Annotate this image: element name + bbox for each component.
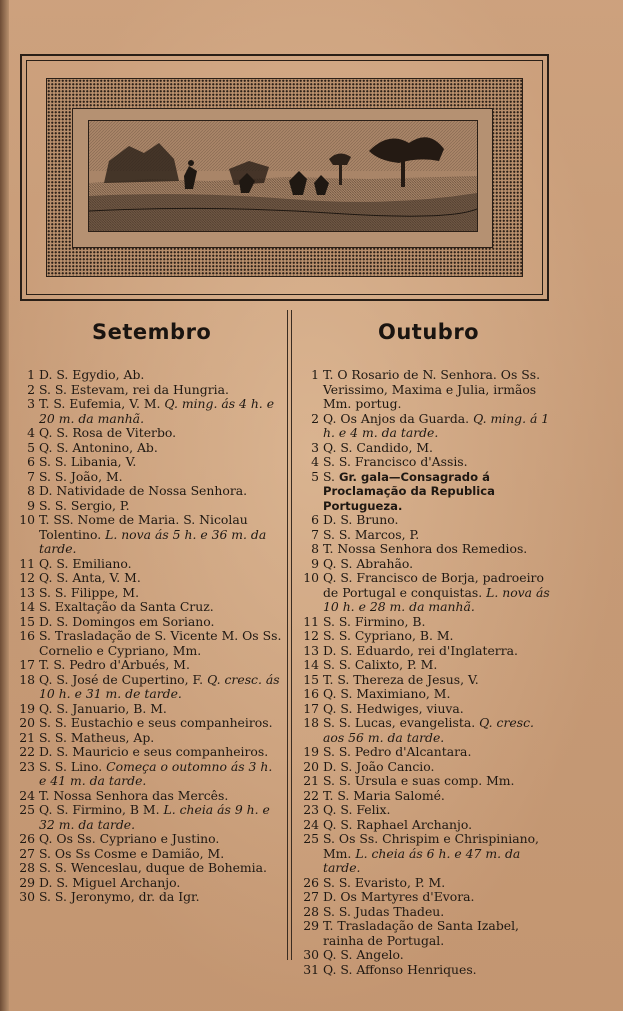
day-number: 2 xyxy=(311,410,319,426)
outubro-entry-20 xyxy=(298,760,556,775)
day-number: 20 xyxy=(19,715,35,730)
saint-name: S. S. João, M. xyxy=(39,468,123,484)
saint-name: S. S. Pedro d'Alcantara. xyxy=(323,744,472,759)
moon-phase-note: Começa o outomno ás 3 h. e 41 m. da tarde. xyxy=(39,758,273,788)
saint-name: D. S. Miguel Archanjo. xyxy=(39,874,181,890)
day-number: 21 xyxy=(303,773,319,788)
setembro-entry-25 xyxy=(14,803,282,832)
day-number: 3 xyxy=(27,396,35,411)
day-text xyxy=(39,832,282,847)
saint-name: S. xyxy=(323,468,335,484)
saint-name: Q. S. Felix. xyxy=(323,802,391,817)
outubro-entry-3 xyxy=(298,441,556,456)
day-number: 22 xyxy=(19,744,35,759)
saint-name: S. S. Lucas, evangelista. xyxy=(323,715,476,730)
day-number: 21 xyxy=(19,729,35,745)
day-number: 19 xyxy=(303,744,319,759)
day-text xyxy=(323,803,556,818)
saint-name: Q. S. José de Cupertino, F. xyxy=(39,671,204,687)
day-text xyxy=(39,876,282,891)
saint-name: S. S. Ursula e suas comp. Mm. xyxy=(323,773,515,788)
harvest-engraving xyxy=(88,120,478,232)
saint-name: S. S. Jeronymo, dr. da Igr. xyxy=(39,889,200,904)
day-text xyxy=(323,702,556,717)
setembro-entry-20 xyxy=(14,716,282,731)
day-text xyxy=(39,716,282,731)
month-title-outubro: Outubro xyxy=(378,320,480,344)
day-text xyxy=(323,745,556,760)
day-number: 19 xyxy=(19,700,35,716)
day-text xyxy=(39,658,282,673)
saint-name: S. Trasladação de S. Vicente M. Os Ss. Cornelio e Cypriano, Mm. xyxy=(39,628,282,658)
outubro-entry-5 xyxy=(298,470,556,514)
saint-name: S. S. Calixto, P. M. xyxy=(323,657,438,672)
saint-name: S. S. Wenceslau, duque de Bohemia. xyxy=(39,860,267,875)
setembro-entry-16 xyxy=(14,629,282,658)
day-text xyxy=(39,600,282,615)
outubro-entry-30 xyxy=(298,948,556,963)
saint-name: T. S. Maria Salomé. xyxy=(323,787,445,803)
day-number: 6 xyxy=(311,512,319,527)
setembro-entry-9 xyxy=(14,499,282,514)
saint-name: T. S. Eufemia, V. M. xyxy=(39,396,161,411)
day-number: 24 xyxy=(19,787,35,803)
day-text xyxy=(323,644,556,659)
setembro-entry-3 xyxy=(14,397,282,426)
day-number: 15 xyxy=(303,671,319,687)
setembro-entry-30 xyxy=(14,890,282,905)
outubro-entry-27 xyxy=(298,890,556,905)
saint-name: S. Exaltação da Santa Cruz. xyxy=(39,599,214,614)
moon-phase-note: L. nova ás 10 h. e 28 m. da manhã. xyxy=(323,584,550,614)
day-text xyxy=(323,441,556,456)
day-number: 18 xyxy=(19,671,35,687)
day-number: 29 xyxy=(19,874,35,890)
day-text xyxy=(39,426,282,441)
saint-name: Q. S. Angelo. xyxy=(323,947,404,962)
day-number: 30 xyxy=(303,947,319,962)
day-number: 7 xyxy=(311,526,319,542)
day-number: 1 xyxy=(311,367,319,382)
setembro-entry-11 xyxy=(14,557,282,572)
day-number: 9 xyxy=(27,497,35,513)
setembro-entry-18 xyxy=(14,673,282,702)
saint-name: T. S. Thereza de Jesus, V. xyxy=(323,671,479,687)
setembro-entry-7 xyxy=(14,470,282,485)
setembro-entry-1 xyxy=(14,368,282,383)
day-text xyxy=(323,948,556,963)
day-text xyxy=(323,919,556,948)
setembro-entry-17 xyxy=(14,658,282,673)
day-text xyxy=(323,818,556,833)
day-number: 10 xyxy=(19,512,35,527)
outubro-entry-19 xyxy=(298,745,556,760)
day-number: 4 xyxy=(27,425,35,440)
outubro-entry-7 xyxy=(298,528,556,543)
setembro-entry-29 xyxy=(14,876,282,891)
saint-name: S. S. Cypriano, B. M. xyxy=(323,628,454,643)
outubro-entry-28 xyxy=(298,905,556,920)
day-number: 27 xyxy=(303,889,319,904)
day-text xyxy=(323,789,556,804)
day-number: 16 xyxy=(303,686,319,701)
day-number: 2 xyxy=(27,381,35,397)
day-text xyxy=(323,774,556,789)
saint-name: Q. S. Raphael Archanjo. xyxy=(323,816,473,832)
setembro-entry-22 xyxy=(14,745,282,760)
saint-name: S. S. Lino. xyxy=(39,758,103,774)
day-number: 12 xyxy=(303,628,319,643)
day-text xyxy=(39,441,282,456)
saint-name: S. S. Marcos, P. xyxy=(323,526,420,542)
saint-name: Q. S. Maximiano, M. xyxy=(323,686,451,701)
day-text xyxy=(323,687,556,702)
harvest-scene-image xyxy=(89,121,477,231)
day-text xyxy=(39,861,282,876)
setembro-entry-28 xyxy=(14,861,282,876)
day-text xyxy=(323,905,556,920)
saint-name: T. S. Pedro d'Arbués, M. xyxy=(39,657,190,672)
saint-name: Q. S. Francisco de Borja, padroeiro de Portugal e conquistas. xyxy=(323,570,544,600)
day-text xyxy=(323,832,556,876)
day-text xyxy=(39,847,282,862)
day-text xyxy=(323,876,556,891)
day-number: 26 xyxy=(303,874,319,890)
day-text xyxy=(39,383,282,398)
setembro-entry-23 xyxy=(14,760,282,789)
saint-name: S. Os Ss. Chrispim e Chrispiniano, Mm. xyxy=(323,831,539,861)
outubro-entry-11 xyxy=(298,615,556,630)
setembro-entry-5 xyxy=(14,441,282,456)
saint-name: Q. S. Affonso Henriques. xyxy=(323,961,477,977)
saint-name: T. SS. Nome de Maria. S. Nicolau Tolentino. xyxy=(39,512,248,542)
saint-name: T. O Rosario de N. Senhora. Os Ss. Verissimo, Maxima e Julia, irmãos Mm. portug. xyxy=(323,367,541,411)
saint-name: S. S. Libania, V. xyxy=(39,454,137,469)
day-text xyxy=(323,513,556,528)
moon-phase-note: Q. ming. ás 4 h. e 20 m. da manhã. xyxy=(39,396,275,426)
saint-name: Q. S. Hedwiges, viuva. xyxy=(323,700,464,716)
day-number: 8 xyxy=(27,483,35,498)
day-text xyxy=(39,368,282,383)
setembro-entry-8 xyxy=(14,484,282,499)
saint-name: D. S. João Cancio. xyxy=(323,758,435,774)
saint-name: T. Nossa Senhora dos Remedios. xyxy=(323,541,528,556)
outubro-entry-18 xyxy=(298,716,556,745)
day-number: 18 xyxy=(303,715,319,730)
outubro-entry-10 xyxy=(298,571,556,615)
saint-name: S. S. Firmino, B. xyxy=(323,613,426,629)
day-number: 9 xyxy=(311,555,319,571)
setembro-entry-13 xyxy=(14,586,282,601)
day-number: 24 xyxy=(303,816,319,832)
day-text xyxy=(323,760,556,775)
day-text xyxy=(323,455,556,470)
saint-name: D. Natividade de Nossa Senhora. xyxy=(39,483,248,498)
setembro-calendar-list xyxy=(14,368,282,905)
day-text xyxy=(39,673,282,702)
day-text xyxy=(39,586,282,601)
setembro-entry-6 xyxy=(14,455,282,470)
day-text xyxy=(323,542,556,557)
saint-name: S. S. Eustachio e seus companheiros. xyxy=(39,715,273,730)
day-text xyxy=(39,890,282,905)
outubro-entry-16 xyxy=(298,687,556,702)
day-text xyxy=(39,760,282,789)
day-number: 13 xyxy=(19,584,35,600)
day-text xyxy=(323,571,556,615)
saint-name: S. Os Ss Cosme e Damião, M. xyxy=(39,845,225,861)
day-text xyxy=(323,673,556,688)
day-text xyxy=(39,702,282,717)
day-number: 10 xyxy=(303,570,319,585)
setembro-entry-24 xyxy=(14,789,282,804)
saint-name: Q. S. Antonino, Ab. xyxy=(39,439,158,455)
saint-name: Q. S. Abrahão. xyxy=(323,555,414,571)
outubro-entry-13 xyxy=(298,644,556,659)
day-number: 23 xyxy=(19,758,35,774)
day-number: 26 xyxy=(19,831,35,846)
day-number: 30 xyxy=(19,889,35,904)
day-number: 23 xyxy=(303,802,319,817)
outubro-entry-6 xyxy=(298,513,556,528)
day-number: 31 xyxy=(303,961,319,977)
day-text xyxy=(39,615,282,630)
day-number: 3 xyxy=(311,439,319,455)
moon-phase-note: Q. cresc. aos 56 m. da tarde. xyxy=(323,715,534,745)
column-divider-right xyxy=(291,310,292,960)
outubro-entry-2 xyxy=(298,412,556,441)
day-number: 11 xyxy=(19,555,35,571)
day-text xyxy=(323,368,556,412)
saint-name: D. S. Domingos em Soriano. xyxy=(39,613,215,629)
day-number: 25 xyxy=(303,831,319,846)
setembro-entry-12 xyxy=(14,571,282,586)
saint-name: T. Nossa Senhora das Mercês. xyxy=(39,787,229,803)
saint-name: S. S. Filippe, M. xyxy=(39,584,140,600)
column-divider-left xyxy=(287,310,288,960)
saint-name: Q. S. Januario, B. M. xyxy=(39,700,167,716)
day-number: 29 xyxy=(303,918,319,933)
day-text xyxy=(323,658,556,673)
day-number: 13 xyxy=(303,642,319,658)
day-text xyxy=(323,629,556,644)
day-number: 5 xyxy=(27,439,35,455)
day-text xyxy=(323,615,556,630)
setembro-entry-4 xyxy=(14,426,282,441)
moon-phase-note: L. nova ás 5 h. e 36 m. da tarde. xyxy=(39,526,267,556)
outubro-entry-15 xyxy=(298,673,556,688)
month-title-setembro: Setembro xyxy=(92,320,212,344)
day-number: 4 xyxy=(311,454,319,469)
saint-name: S. S. Sergio, P. xyxy=(39,497,130,513)
day-text xyxy=(323,470,556,514)
setembro-entry-15 xyxy=(14,615,282,630)
saint-name: D. S. Egydio, Ab. xyxy=(39,367,145,382)
day-text xyxy=(39,397,282,426)
moon-phase-note: Q. cresc. ás 10 h. e 31 m. de tarde. xyxy=(39,671,280,701)
outubro-entry-25 xyxy=(298,832,556,876)
holiday-note: Gr. gala—Consagrado á Proclamação da Republica Portugueza. xyxy=(323,469,495,513)
moon-phase-note: Q. ming. á 1 h. e 4 m. da tarde. xyxy=(323,410,550,440)
outubro-entry-29 xyxy=(298,919,556,948)
setembro-entry-14 xyxy=(14,600,282,615)
day-number: 14 xyxy=(303,657,319,672)
day-text xyxy=(39,571,282,586)
saint-name: Q. S. Rosa de Viterbo. xyxy=(39,425,177,440)
outubro-calendar-list xyxy=(298,368,556,977)
day-number: 25 xyxy=(19,802,35,817)
saint-name: Q. S. Emiliano. xyxy=(39,555,132,571)
saint-name: S. S. Matheus, Ap. xyxy=(39,729,155,745)
day-number: 1 xyxy=(27,367,35,382)
outubro-entry-22 xyxy=(298,789,556,804)
day-text xyxy=(39,513,282,557)
day-number: 17 xyxy=(19,657,35,672)
saint-name: Q. Os Ss. Cypriano e Justino. xyxy=(39,831,220,846)
day-number: 22 xyxy=(303,787,319,803)
day-number: 12 xyxy=(19,570,35,585)
day-number: 28 xyxy=(303,903,319,919)
moon-phase-note: L. cheia ás 6 h. e 47 m. da tarde. xyxy=(323,845,521,875)
day-text xyxy=(39,484,282,499)
outubro-entry-12 xyxy=(298,629,556,644)
saint-name: S. S. Judas Thadeu. xyxy=(323,903,445,919)
day-number: 27 xyxy=(19,845,35,861)
day-text xyxy=(39,731,282,746)
day-text xyxy=(323,528,556,543)
outubro-entry-17 xyxy=(298,702,556,717)
day-text xyxy=(323,557,556,572)
outubro-entry-26 xyxy=(298,876,556,891)
day-text xyxy=(323,963,556,978)
setembro-entry-21 xyxy=(14,731,282,746)
day-text xyxy=(39,499,282,514)
setembro-entry-19 xyxy=(14,702,282,717)
day-text xyxy=(323,890,556,905)
saint-name: D. S. Bruno. xyxy=(323,512,399,527)
day-text xyxy=(39,557,282,572)
saint-name: S. S. Francisco d'Assis. xyxy=(323,454,468,469)
day-text xyxy=(39,629,282,658)
day-text xyxy=(323,412,556,441)
outubro-entry-14 xyxy=(298,658,556,673)
saint-name: Q. S. Anta, V. M. xyxy=(39,570,141,585)
day-text xyxy=(39,745,282,760)
day-text xyxy=(323,716,556,745)
day-number: 16 xyxy=(19,628,35,643)
outubro-entry-31 xyxy=(298,963,556,978)
setembro-entry-10 xyxy=(14,513,282,557)
day-text xyxy=(39,470,282,485)
setembro-entry-26 xyxy=(14,832,282,847)
saint-name: S. S. Estevam, rei da Hungria. xyxy=(39,381,229,397)
day-number: 15 xyxy=(19,613,35,629)
outubro-entry-21 xyxy=(298,774,556,789)
saint-name: Q. S. Candido, M. xyxy=(323,439,433,455)
saint-name: Q. S. Firmino, B M. xyxy=(39,802,160,817)
outubro-entry-4 xyxy=(298,455,556,470)
saint-name: T. Trasladação de Santa Izabel, rainha de Portugal. xyxy=(323,918,519,948)
outubro-entry-24 xyxy=(298,818,556,833)
day-number: 6 xyxy=(27,454,35,469)
outubro-entry-23 xyxy=(298,803,556,818)
saint-name: D. Os Martyres d'Evora. xyxy=(323,889,475,904)
outubro-entry-1 xyxy=(298,368,556,412)
day-number: 7 xyxy=(27,468,35,484)
day-number: 28 xyxy=(19,860,35,875)
day-text xyxy=(39,455,282,470)
saint-name: Q. Os Anjos da Guarda. xyxy=(323,410,470,426)
setembro-entry-27 xyxy=(14,847,282,862)
moon-phase-note: L. cheia ás 9 h. e 32 m. da tarde. xyxy=(39,802,270,832)
saint-name: S. S. Evaristo, P. M. xyxy=(323,874,446,890)
saint-name: D. S. Mauricio e seus companheiros. xyxy=(39,744,269,759)
day-number: 17 xyxy=(303,700,319,716)
day-number: 20 xyxy=(303,758,319,774)
day-number: 8 xyxy=(311,541,319,556)
page-edge-shadow xyxy=(0,0,9,1011)
day-text xyxy=(39,803,282,832)
day-number: 14 xyxy=(19,599,35,614)
outubro-entry-9 xyxy=(298,557,556,572)
day-number: 5 xyxy=(311,468,319,484)
day-number: 11 xyxy=(303,613,319,629)
outubro-entry-8 xyxy=(298,542,556,557)
setembro-entry-2 xyxy=(14,383,282,398)
saint-name: D. S. Eduardo, rei d'Inglaterra. xyxy=(323,642,518,658)
day-text xyxy=(39,789,282,804)
